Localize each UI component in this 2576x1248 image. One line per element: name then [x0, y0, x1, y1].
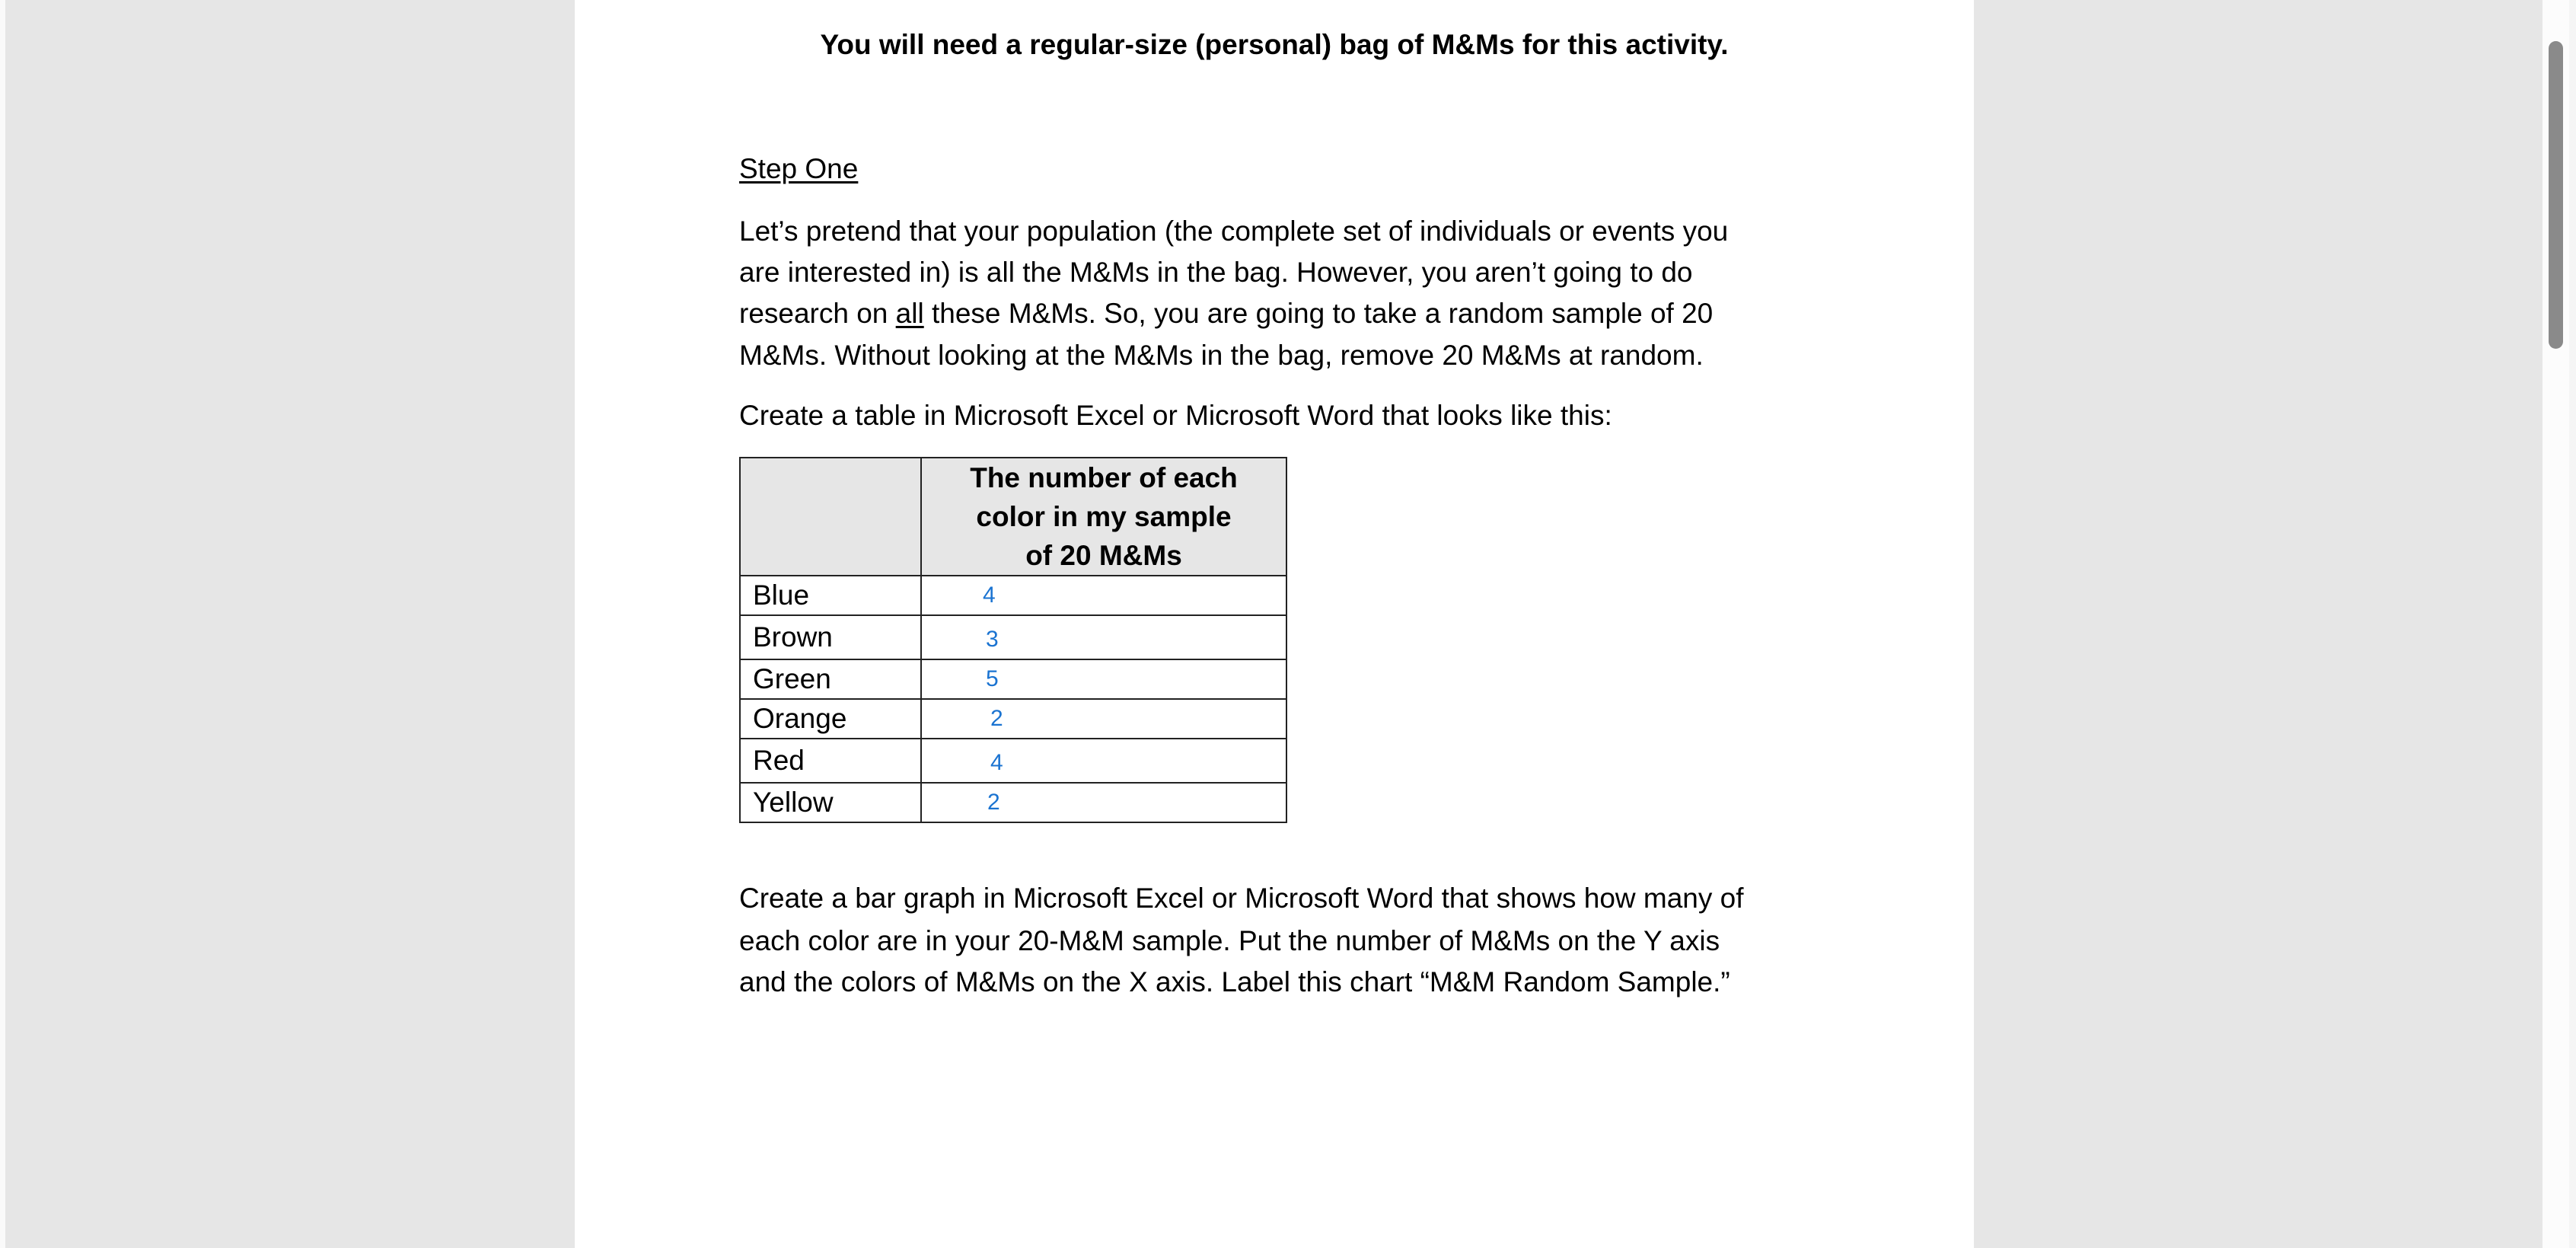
table-header-row: [740, 458, 1286, 576]
count-cell: 5: [921, 659, 1286, 699]
table-row: [740, 576, 1286, 615]
header-line: The number of each: [970, 462, 1238, 493]
scrollbar-thumb[interactable]: [2549, 41, 2563, 349]
step-heading: [739, 148, 858, 190]
table-row: [740, 783, 1286, 822]
window-edge: [2569, 0, 2576, 1248]
paragraph1-line1: Let’s pretend that your population (the complete set of individuals or events you: [739, 215, 1729, 247]
color-cell: Brown: [740, 615, 921, 659]
color-cell: Yellow: [740, 783, 921, 822]
paragraph3-line3: and the colors of M&Ms on the X axis. Label this chart “M&M Random Sample.”: [739, 966, 1730, 997]
header-empty-cell: [740, 458, 921, 576]
paragraph1-line2: are interested in) is all the M&Ms in the bag. However, you aren’t going to do: [739, 257, 1693, 288]
count-cell: 4: [921, 576, 1286, 615]
table-row: [740, 615, 1286, 659]
sample-table: [739, 457, 1287, 823]
table-row: [740, 739, 1286, 783]
paragraph1-line4: M&Ms. Without looking at the M&Ms in the bag, remove 20 M&Ms at random.: [739, 340, 1704, 371]
count-cell: 2: [921, 699, 1286, 739]
paragraph3-line2: each color are in your 20-M&M sample. Put the number of M&Ms on the Y axis: [739, 925, 1720, 956]
document-title: You will need a regular-size (personal) bag of M&Ms for this activity.: [820, 29, 1729, 60]
color-cell: Red: [740, 739, 921, 783]
left-edge: [0, 0, 5, 1248]
step-heading-text: Step One: [739, 153, 859, 184]
paragraph2: Create a table in Microsoft Excel or Microsoft Word that looks like this:: [739, 400, 1612, 431]
header-line: of 20 M&Ms: [1025, 540, 1182, 571]
underlined-word: all: [895, 298, 924, 329]
text: these M&Ms. So, you are going to take a random sample of 20: [923, 298, 1714, 329]
color-cell: Orange: [740, 699, 921, 739]
paragraph3-line1: Create a bar graph in Microsoft Excel or Microsoft Word that shows how many of: [739, 883, 1744, 914]
count-cell: 2: [921, 783, 1286, 822]
header-count-cell: [921, 458, 1286, 576]
count-cell: 4: [921, 739, 1286, 783]
document-page: [575, 0, 1974, 1248]
count-cell: 3: [921, 615, 1286, 659]
paragraph1-line3: [739, 293, 1713, 334]
text: research on: [739, 298, 896, 329]
color-cell: Blue: [740, 576, 921, 615]
table-row: [740, 659, 1286, 699]
table-row: [740, 699, 1286, 739]
color-cell: Green: [740, 659, 921, 699]
header-line: color in my sample: [976, 501, 1232, 532]
